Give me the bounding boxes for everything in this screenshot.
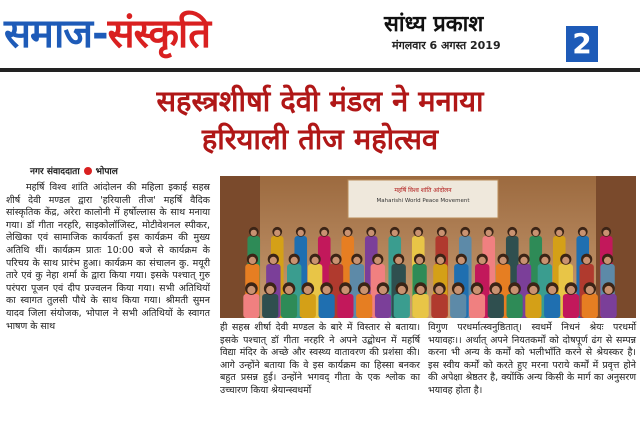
photo-banner-line-1: महर्षि विश्व शांति आंदोलन (394, 187, 452, 194)
byline-reporter: नगर संवाददाता (30, 167, 80, 177)
article-column-1 (6, 182, 210, 333)
section-title-part2: संस्कृति (107, 11, 211, 57)
article-paragraph-2: ही सहस्र शीर्षा देवी मण्डल के बारे में विस्तार से बताया। इसके पश्चात् डॉ गीता नरहरि ने अपने उद्बोधन में महर्षि विद्या मंदिर के अच्छे और स्वस्थ्य वातावरण की प्रशंसा की। आगे उन्होंने बताया कि वे इस कार्यक्रम का हिस्सा बनकर बहुत प्रसन्न हुई। उन्होंने भगवद् गीता के एक श्लोक का उच्चारण किया श्रेयान्स्वधर्मो (220, 322, 420, 396)
header-divider (0, 68, 640, 72)
issue-date: मंगलवार 6 अगस्त 2019 (392, 39, 501, 52)
article-column-3 (428, 322, 636, 398)
headline-line-1: सहस्त्रशीर्षा देवी मंडल ने मनाया (156, 84, 484, 118)
article-headline (0, 82, 640, 158)
byline-dot-icon (84, 167, 92, 175)
section-title (4, 6, 210, 62)
headline-line-2: हरियाली तीज महोत्सव (201, 122, 439, 156)
section-title-part1: समाज- (4, 11, 108, 57)
photo-banner-line-2: Maharishi World Peace Movement (376, 198, 470, 204)
event-photo (220, 176, 636, 318)
article-column-2 (220, 322, 420, 398)
byline (30, 164, 118, 177)
article-paragraph-3: विगुण परधर्मात्स्वनुष्ठितात्। स्वधर्मे निधनं श्रेयः परधर्मो भयावहः।। अर्थात् अपने नियतकर्मों को दोषपूर्ण ढंग से सम्पन्न करना भी अन्य के कर्मों को भलीभाँति करने से श्रेयस्कर है। इस स्वीय कर्मों को करते हुए मरना पराये कर्मों में प्रवृत्त होने की अपेक्षा श्रेष्ठतर है, क्योंकि अन्य किसी के मार्ग का अनुसरण भयावह होता है। (428, 322, 636, 396)
group-photo-image (220, 176, 636, 318)
newspaper-masthead: सांध्य प्रकाश (384, 11, 484, 37)
page-header (0, 0, 640, 70)
byline-city: भोपाल (95, 167, 118, 177)
page-number: 2 (566, 26, 598, 62)
article-paragraph-1: महर्षि विश्व शांति आंदोलन की महिला इकाई सहस्र शीर्ष देवी मण्डल द्वारा 'हरियाली तीज' महर्षि वैदिक सांस्कृतिक केंद्र, अरेरा कालोनी में हर्षोल्लास के साथ मनाया गया। डॉ गीता नरहरि, साइकोलॉजिस्ट, मोटीवेशनल स्पीकर, लेखिका एवं सामाजिक कार्यकर्ता इस कार्यक्रम की मुख्य अतिथि थीं। कार्यक्रम प्रातः 10:00 बजे से कार्यक्रम के परिचय के साथ प्रारंभ हुआ। कार्यक्रम का संचालन कु. मयूरी तारे एवं कु नेहा शर्मा के द्वारा किया गया। इसके पश्चात् गुरु परंपरा पूजन एवं दीप प्रज्वलन किया गया। सभी अतिथियों का स्वागत तुलसी पौधे के साथ किया गया। श्रीमती सुमन यादव जिला संयोजक, भोपाल ने सभी अतिथियों के स्वागत भाषण के साथ (6, 182, 210, 332)
